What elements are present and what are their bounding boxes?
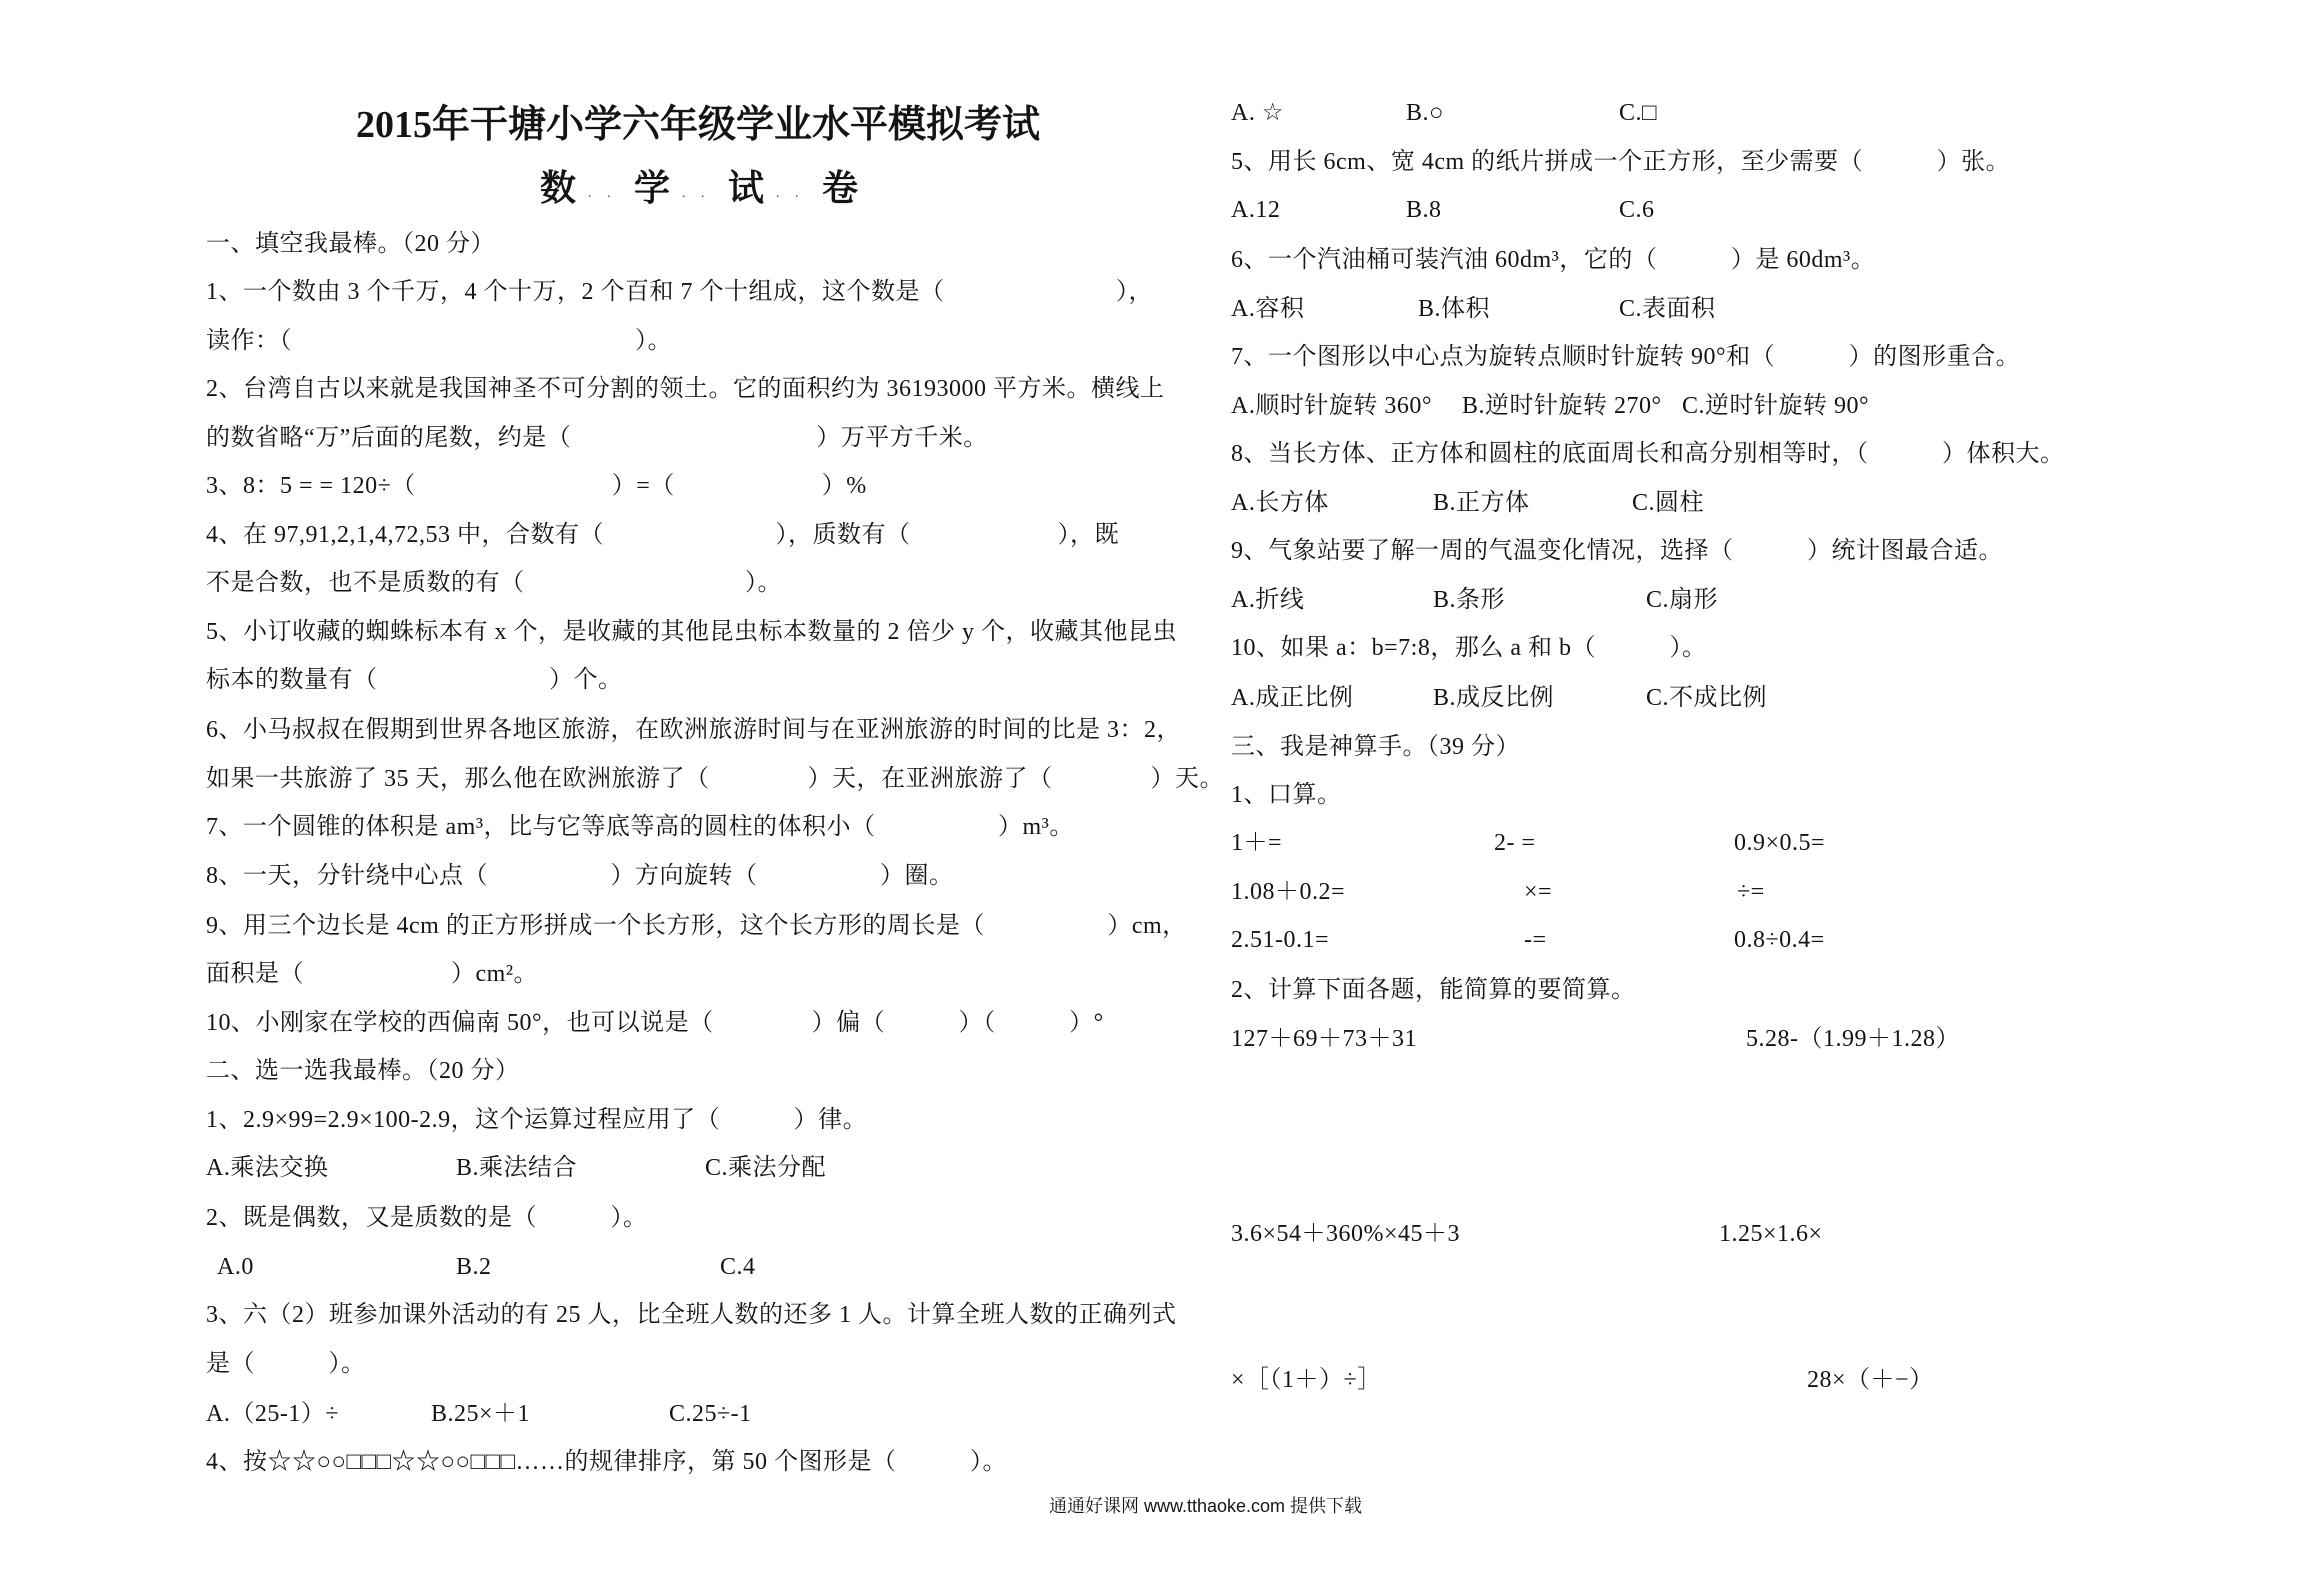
choice-q1-stem: 1、2.9×99=2.9×100-2.9，这个运算过程应用了（ ）律。 [206,1107,868,1133]
subtitle-char-1: 数 [540,168,577,208]
choice-q2-option-c: C.4 [720,1254,756,1280]
choice-q5-option-c: C.6 [1619,197,1655,223]
choice-q8-stem: 8、当长方体、正方体和圆柱的底面周长和高分别相等时，（ ）体积大。 [1231,441,2065,467]
choice-q1-option-b: B.乘法结合 [456,1155,578,1181]
written-calc-item: 127＋69＋73＋31 [1231,1026,1417,1052]
written-calc-item: 1.25×1.6× [1719,1221,1823,1247]
choice-q6-option-a: A.容积 [1231,296,1305,322]
fill-q2-line-1: 2、台湾自古以来就是我国神圣不可分割的领土。它的面积约为 36193000 平方米。横线上 [206,376,1165,402]
exam-title: 2015年干塘小学六年级学业水平模拟考试 [355,104,1040,146]
oral-calc-item: 0.8÷0.4= [1734,927,1825,953]
choice-q9-stem: 9、气象站要了解一周的气温变化情况，选择（ ）统计图最合适。 [1231,538,2003,564]
choice-q7-stem: 7、一个图形以中心点为旋转点顺时针旋转 90°和（ ）的图形重合。 [1231,344,2021,370]
oral-calc-item: ÷= [1737,879,1765,905]
oral-calc-heading: 1、口算。 [1231,782,1342,808]
choice-q4-option-a: A. ☆ [1231,100,1284,126]
choice-q6-stem: 6、一个汽油桶可装汽油 60dm³，它的（ ）是 60dm³。 [1231,247,1876,273]
choice-q10-option-a: A.成正比例 [1231,685,1354,711]
oral-calc-item: ×= [1524,879,1553,905]
subtitle-char-3: 试 [728,168,765,208]
written-calc-item: ×［（1＋）÷］ [1231,1367,1382,1393]
choice-q3-option-a: A.（25-1）÷ [206,1401,339,1427]
choice-q3-stem-line-1: 3、六（2）班参加课外活动的有 25 人，比全班人数的还多 1 人。计算全班人数的正确列式 [206,1302,1177,1328]
fill-q1-line-1: 1、一个数由 3 个千万，4 个十万，2 个百和 7 个十组成，这个数是（ ）， [206,279,1153,305]
fill-q8-line: 8、一天，分针绕中心点（ ）方向旋转（ ）圈。 [206,863,954,889]
choice-q4-option-c: C.□ [1619,100,1658,126]
fill-q7-line: 7、一个圆锥的体积是 am³，比与它等底等高的圆柱的体积小（ ）m³。 [206,814,1074,840]
choice-q3-option-c: C.25÷-1 [669,1401,752,1427]
choice-q1-option-c: C.乘法分配 [705,1155,827,1181]
choice-q7-option-b: B.逆时针旋转 270° [1462,393,1662,419]
choice-q7-option-c: C.逆时针旋转 90° [1682,393,1870,419]
oral-calc-item: 2.51-0.1= [1231,927,1330,953]
written-calc-heading: 2、计算下面各题，能简算的要简算。 [1231,977,1636,1003]
written-calc-item: 5.28-（1.99＋1.28） [1746,1026,1960,1052]
fill-q5-line-2: 标本的数量有（ ）个。 [206,667,623,693]
section-1-heading: 一、填空我最棒。（20 分） [206,231,495,257]
choice-q2-stem: 2、既是偶数，又是质数的是（ ）。 [206,1205,648,1231]
oral-calc-item: 2- = [1494,830,1536,856]
choice-q5-stem: 5、用长 6cm、宽 4cm 的纸片拼成一个正方形，至少需要（ ）张。 [1231,149,2011,175]
choice-q5-option-b: B.8 [1406,197,1442,223]
fill-q3-line: 3、8：5 = = 120÷（ ）=（ ）% [206,473,867,499]
choice-q10-stem: 10、如果 a：b=7:8，那么 a 和 b（ ）。 [1231,635,1707,661]
choice-q3-option-b: B.25×＋1 [431,1401,531,1427]
fill-q6-line-1: 6、小马叔叔在假期到世界各地区旅游，在欧洲旅游时间与在亚洲旅游的时间的比是 3：2， [206,717,1181,743]
choice-q9-option-c: C.扇形 [1646,587,1719,613]
subtitle-char-4: 卷 [822,168,859,208]
oral-calc-item: 0.9×0.5= [1734,830,1826,856]
oral-calc-item: 1.08＋0.2= [1231,879,1346,905]
oral-calc-item: -= [1524,927,1547,953]
fill-q10-line: 10、小刚家在学校的西偏南 50°，也可以说是（ ）偏（ ）（ ）° [206,1010,1104,1036]
section-2-heading: 二、选一选我最棒。（20 分） [206,1058,520,1084]
fill-q1-line-2: 读作：（ ）。 [206,328,672,354]
choice-q4-option-b: B.○ [1406,100,1445,126]
choice-q9-option-b: B.条形 [1433,587,1506,613]
choice-q6-option-c: C.表面积 [1619,296,1716,322]
choice-q8-option-a: A.长方体 [1231,490,1329,516]
choice-q8-option-b: B.正方体 [1433,490,1530,516]
fill-q2-line-2: 的数省略“万”后面的尾数，约是（ ）万平方千米。 [206,425,988,451]
written-calc-item: 3.6×54＋360%×45＋3 [1231,1221,1461,1247]
fill-q6-line-2: 如果一共旅游了 35 天，那么他在欧洲旅游了（ ）天，在亚洲旅游了（ ）天。 [206,766,1224,792]
choice-q8-option-c: C.圆柱 [1632,490,1705,516]
choice-q9-option-a: A.折线 [1231,587,1305,613]
choice-q1-option-a: A.乘法交换 [206,1155,329,1181]
section-3-heading: 三、我是神算手。（39 分） [1231,734,1520,760]
choice-q6-option-b: B.体积 [1418,296,1491,322]
subtitle-dots-3 [776,184,805,204]
choice-q7-option-a: A.顺时针旋转 360° [1231,393,1432,419]
fill-q9-line-2: 面积是（ ）cm²。 [206,961,539,987]
choice-q2-option-a: A.0 [217,1254,254,1280]
fill-q4-line-2: 不是合数，也不是质数的有（ ）。 [206,570,782,596]
fill-q5-line-1: 5、小订收藏的蜘蛛标本有 x 个，是收藏的其他昆虫标本数量的 2 倍少 y 个，收藏其他昆虫 [206,619,1177,645]
choice-q4-stem: 4、按☆☆○○□□□☆☆○○□□□……的规律排序，第 50 个图形是（ ）。 [206,1449,1007,1475]
subtitle-dots-1 [588,184,617,204]
fill-q4-line-1: 4、在 97,91,2,1,4,72,53 中，合数有（ ），质数有（ ），既 [206,522,1119,548]
page-footer: 通通好课网 www.tthaoke.com 提供下载 [1049,1496,1363,1516]
choice-q5-option-a: A.12 [1231,197,1281,223]
choice-q10-option-c: C.不成比例 [1646,685,1768,711]
written-calc-item: 28×（＋−） [1807,1367,1934,1393]
oral-calc-item: 1＋= [1231,830,1283,856]
subtitle-char-2: 学 [634,168,671,208]
subtitle-dots-2 [682,184,711,204]
choice-q3-stem-line-2: 是（ ）。 [206,1351,366,1377]
fill-q9-line-1: 9、用三个边长是 4cm 的正方形拼成一个长方形，这个长方形的周长是（ ）cm， [206,913,1187,939]
choice-q10-option-b: B.成反比例 [1433,685,1555,711]
choice-q2-option-b: B.2 [456,1254,492,1280]
